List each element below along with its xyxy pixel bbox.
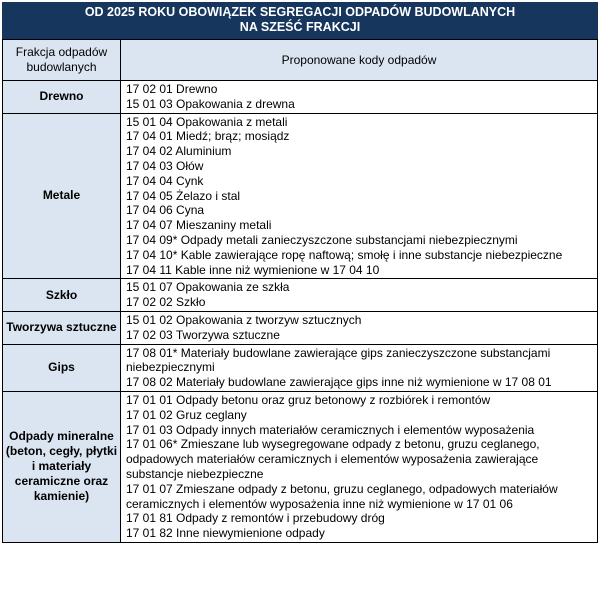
waste-code-line: 17 02 02 Szkło: [126, 295, 206, 310]
waste-code-line: 17 08 01* Materiały budowlane zawierające gips zanieczyszczone substancjami niebezpiecznymi: [126, 345, 551, 375]
waste-code-line: 17 02 03 Tworzywa sztuczne: [126, 327, 280, 342]
waste-code-line: 17 08 02 Materiały budowlane zawierające gips inne niż wymienione w 17 08 01: [126, 375, 552, 390]
codes-cell: [121, 113, 598, 279]
waste-code-line: 15 01 04 Opakowania z metali: [126, 114, 288, 129]
waste-code-line: 17 04 06 Cyna: [126, 203, 205, 218]
table-row-metale: [3, 113, 598, 279]
waste-code-line: 15 01 07 Opakowania ze szkła: [126, 280, 290, 295]
table-row-mineralne: [3, 391, 598, 542]
waste-code-line: 17 01 03 Odpady innych materiałów ceramicznych i elementów wyposażenia: [126, 422, 535, 437]
waste-code-line: 17 01 81 Odpady z remontów i przebudowy dróg: [126, 511, 385, 526]
fraction-cell: Odpady mineralne (beton, cegły, płytki i materiały ceramiczne oraz kamienie): [3, 391, 121, 542]
waste-code-line: 17 04 09* Odpady metali zanieczyszczone substancjami niebezpiecznymi: [126, 232, 518, 247]
waste-code-line: 17 01 01 Odpady betonu oraz gruz betonowy z rozbiórek i remontów: [126, 392, 491, 407]
waste-code-line: 17 04 03 Ołów: [126, 158, 204, 173]
codes-cell: [121, 81, 598, 114]
table-body: [3, 81, 598, 543]
codes-cell: [121, 391, 598, 542]
fraction-cell: Szkło: [3, 279, 121, 312]
waste-code-line: 17 01 02 Gruz ceglany: [126, 407, 247, 422]
waste-fraction-table: [2, 39, 598, 543]
title-line-2: NA SZEŚĆ FRAKCJI: [239, 20, 361, 34]
table-row-tworzywa: [3, 311, 598, 344]
title-banner: [2, 2, 598, 39]
table-row-gips: [3, 344, 598, 391]
waste-code-line: 17 01 82 Inne niewymienione odpady: [126, 526, 325, 541]
waste-code-line: 17 04 05 Żelazo i stal: [126, 188, 241, 203]
waste-code-line: 17 04 02 Aluminium: [126, 144, 232, 159]
fraction-cell: Drewno: [3, 81, 121, 114]
title-line-1: OD 2025 ROKU OBOWIĄZEK SEGREGACJI ODPADÓW BUDOWLANYCH: [84, 5, 516, 19]
waste-code-line: 17 01 07 Zmieszane odpady z betonu, gruzu ceglanego, odpadowych materiałów ceramicznych i elementów wyposażenia inne niż wymienione w 17 01 06: [126, 481, 558, 511]
fraction-cell: Gips: [3, 344, 121, 391]
waste-code-line: 15 01 03 Opakowania z drewna: [126, 96, 295, 111]
fraction-cell: Metale: [3, 113, 121, 279]
waste-code-line: 17 04 01 Miedź; brąz; mosiądz: [126, 129, 290, 144]
waste-code-line: 15 01 02 Opakowania z tworzyw sztucznych: [126, 312, 362, 327]
waste-code-line: 17 04 04 Cynk: [126, 173, 204, 188]
codes-cell: [121, 344, 598, 391]
header-codes: Proponowane kody odpadów: [121, 40, 598, 81]
waste-code-line: 17 04 07 Mieszaniny metali: [126, 218, 272, 233]
waste-code-line: 17 01 06* Zmieszane lub wysegregowane odpady z betonu, gruzu ceglanego, odpadowych materiałów ceramicznych i elementów wyposażenia zawierające substancje niebezpieczne: [126, 437, 540, 481]
waste-code-line: 17 04 11 Kable inne niż wymienione w 17 04 10: [126, 262, 380, 277]
fraction-cell: Tworzywa sztuczne: [3, 311, 121, 344]
table-row-szklo: [3, 279, 598, 312]
codes-cell: [121, 279, 598, 312]
waste-code-line: 17 04 10* Kable zawierające ropę naftową; smołę i inne substancje niebezpieczne: [126, 247, 563, 262]
codes-cell: [121, 311, 598, 344]
table-header-row: [3, 40, 598, 81]
header-fraction: Frakcja odpadów budowlanych: [3, 40, 121, 81]
waste-code-line: 17 02 01 Drewno: [126, 82, 218, 96]
table-row-drewno: [3, 81, 598, 114]
